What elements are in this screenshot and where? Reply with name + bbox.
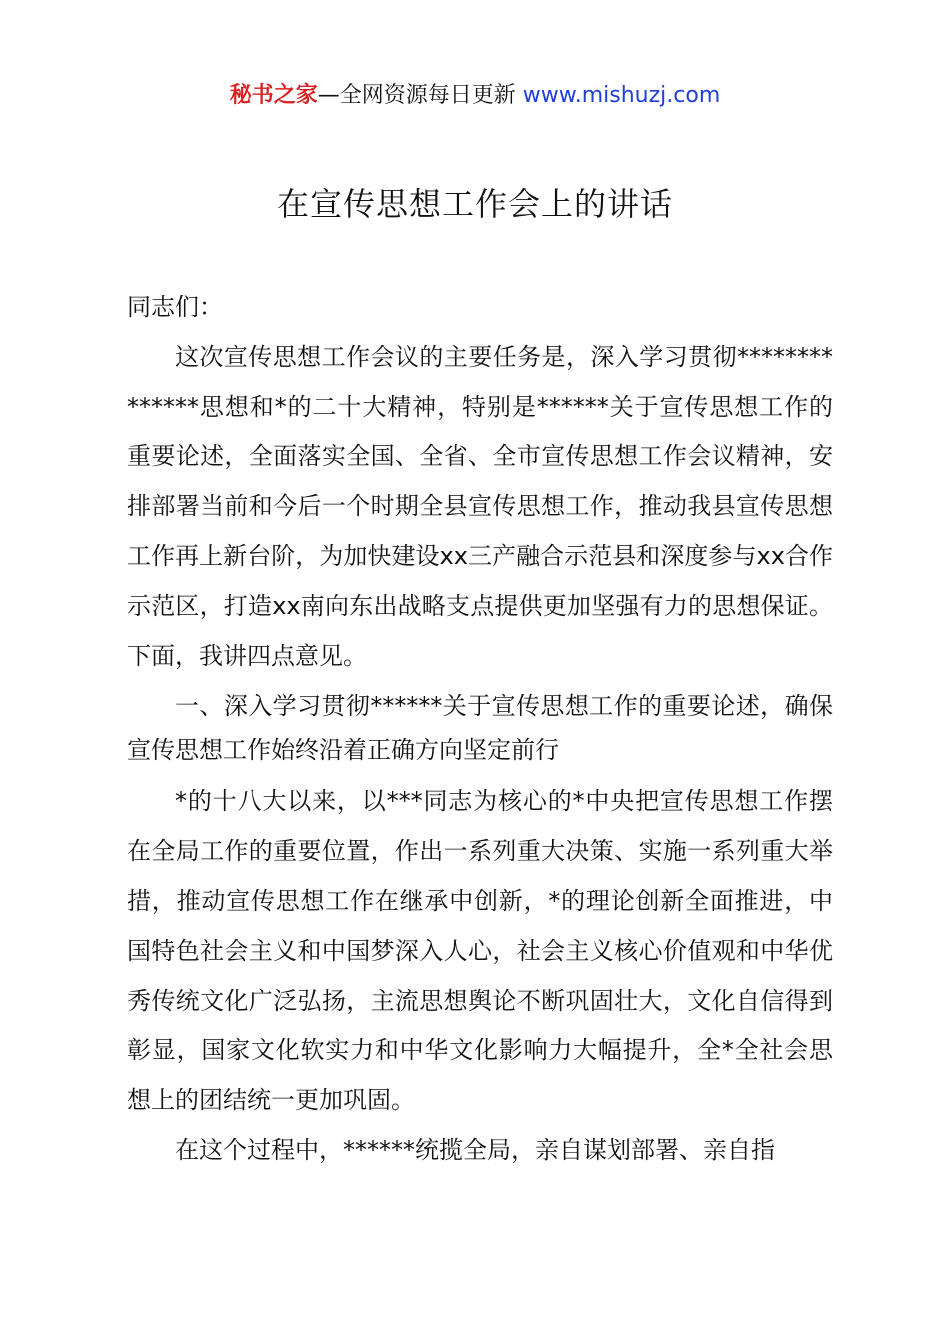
paragraph-continued: 在这个过程中，******统揽全局，亲自谋划部署、亲自指 [175, 1135, 775, 1164]
document-title: 在宣传思想工作会上的讲话 [276, 185, 673, 223]
paragraph-section-1: *的十八大以来，以***同志为核心的*中央把宣传思想工作摆在全局工作的重要位置，作出一系列重大决策、实施一系列重大举措，推动宣传思想工作在继承中创新，*的理论创新全面推进，中国特色社会主义和中国梦深入人心，社会主义核心价值观和中华优秀传统文化广泛弘扬，主流思想舆论不断巩固壮大，文化自信得到彰显，国家文化软实力和中华文化影响力大幅提升，全*全社会思想上的团结统一更加巩固。 [127, 787, 833, 1115]
site-header [0, 80, 950, 112]
document-body [127, 283, 833, 1176]
site-url[interactable]: www.mishuzj.com [522, 83, 721, 108]
greeting: 同志们： [127, 293, 223, 321]
header-slogan: —全网资源每日更新 [317, 83, 523, 108]
paragraph-intro: 这次宣传思想工作会议的主要任务是，深入学习贯彻**************思想和*的二十大精神，特别是******关于宣传思想工作的重要论述，全面落实全国、全省、全市宣传思想工作会议精神，安排部署当前和今后一个时期全县宣传思想工作，推动我县宣传思想工作再上新台阶，为加快建设xx三产融合示范县和深度参与xx合作示范区，打造xx南向东出战略支点提供更加坚强有力的思想保证。下面，我讲四点意见。 [127, 342, 833, 670]
section-heading-1: 一、深入学习贯彻******关于宣传思想工作的重要论述，确保宣传思想工作始终沿着正确方向坚定前行 [127, 692, 833, 765]
brand-name: 秘书之家 [229, 83, 318, 108]
